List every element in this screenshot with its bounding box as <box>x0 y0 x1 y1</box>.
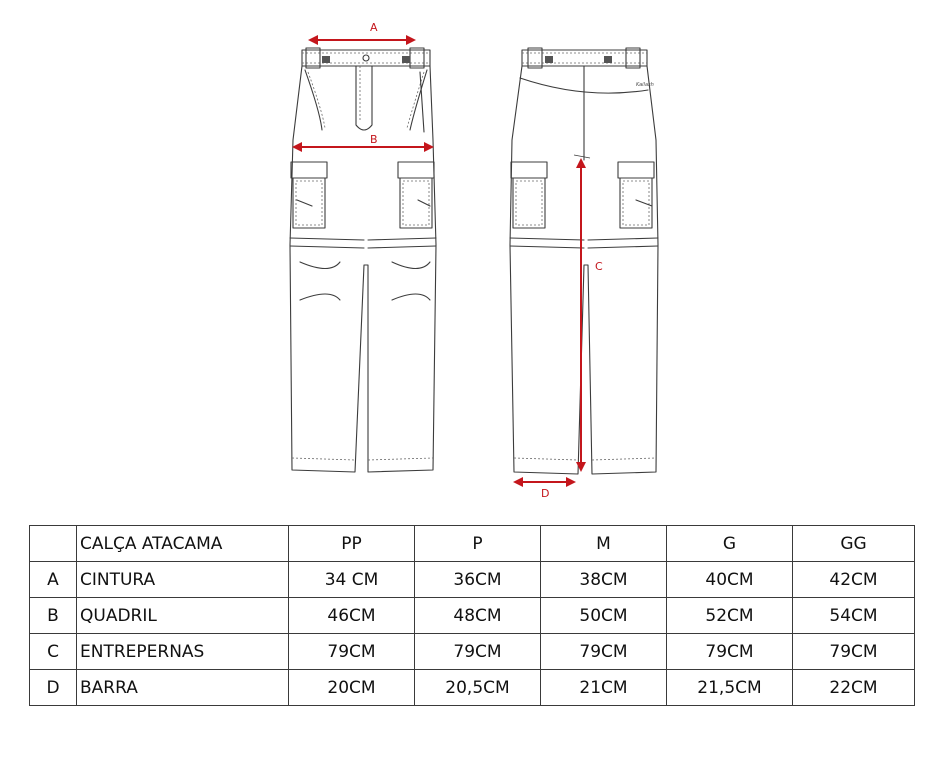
measure-d <box>515 482 574 500</box>
table-cell: 38CM <box>541 562 667 598</box>
measure-b <box>294 133 432 147</box>
table-cell: 79CM <box>667 634 793 670</box>
back-view-drawing <box>510 48 658 474</box>
measure-a-label: A <box>370 21 378 34</box>
table-cell: 46CM <box>289 598 415 634</box>
table-cell: 54CM <box>793 598 915 634</box>
table-cell: 21,5CM <box>667 670 793 706</box>
front-view-drawing <box>290 48 436 472</box>
row-measure-name: QUADRIL <box>77 598 289 634</box>
row-measure-name: BARRA <box>77 670 289 706</box>
row-letter: B <box>30 598 77 634</box>
table-cell: 40CM <box>667 562 793 598</box>
header-cell-size: PP <box>289 526 415 562</box>
row-measure-name: ENTREPERNAS <box>77 634 289 670</box>
header-cell-size: M <box>541 526 667 562</box>
header-cell <box>30 526 77 562</box>
table-cell: 79CM <box>541 634 667 670</box>
measure-b-label: B <box>370 133 378 146</box>
table-cell: 48CM <box>415 598 541 634</box>
table-cell: 21CM <box>541 670 667 706</box>
table-cell: 79CM <box>793 634 915 670</box>
row-letter: A <box>30 562 77 598</box>
header-cell-size: P <box>415 526 541 562</box>
row-letter: D <box>30 670 77 706</box>
table-cell: 20,5CM <box>415 670 541 706</box>
measure-c-label: C <box>595 260 603 273</box>
table-row <box>30 670 915 706</box>
table-cell: 34 CM <box>289 562 415 598</box>
row-letter: C <box>30 634 77 670</box>
size-chart-table <box>29 525 915 706</box>
table-cell: 52CM <box>667 598 793 634</box>
header-cell-product: CALÇA ATACAMA <box>77 526 289 562</box>
table-row <box>30 634 915 670</box>
measure-d-label: D <box>541 487 550 500</box>
table-cell: 36CM <box>415 562 541 598</box>
header-cell-size: G <box>667 526 793 562</box>
table-header-row <box>30 526 915 562</box>
table-cell: 79CM <box>289 634 415 670</box>
table-row <box>30 562 915 598</box>
table-cell: 20CM <box>289 670 415 706</box>
table-cell: 42CM <box>793 562 915 598</box>
table-row <box>30 598 915 634</box>
measure-a <box>310 21 414 40</box>
table-cell: 79CM <box>415 634 541 670</box>
table-cell: 22CM <box>793 670 915 706</box>
table-cell: 50CM <box>541 598 667 634</box>
row-measure-name: CINTURA <box>77 562 289 598</box>
brand-mark: Kailash <box>636 82 654 88</box>
header-cell-size: GG <box>793 526 915 562</box>
